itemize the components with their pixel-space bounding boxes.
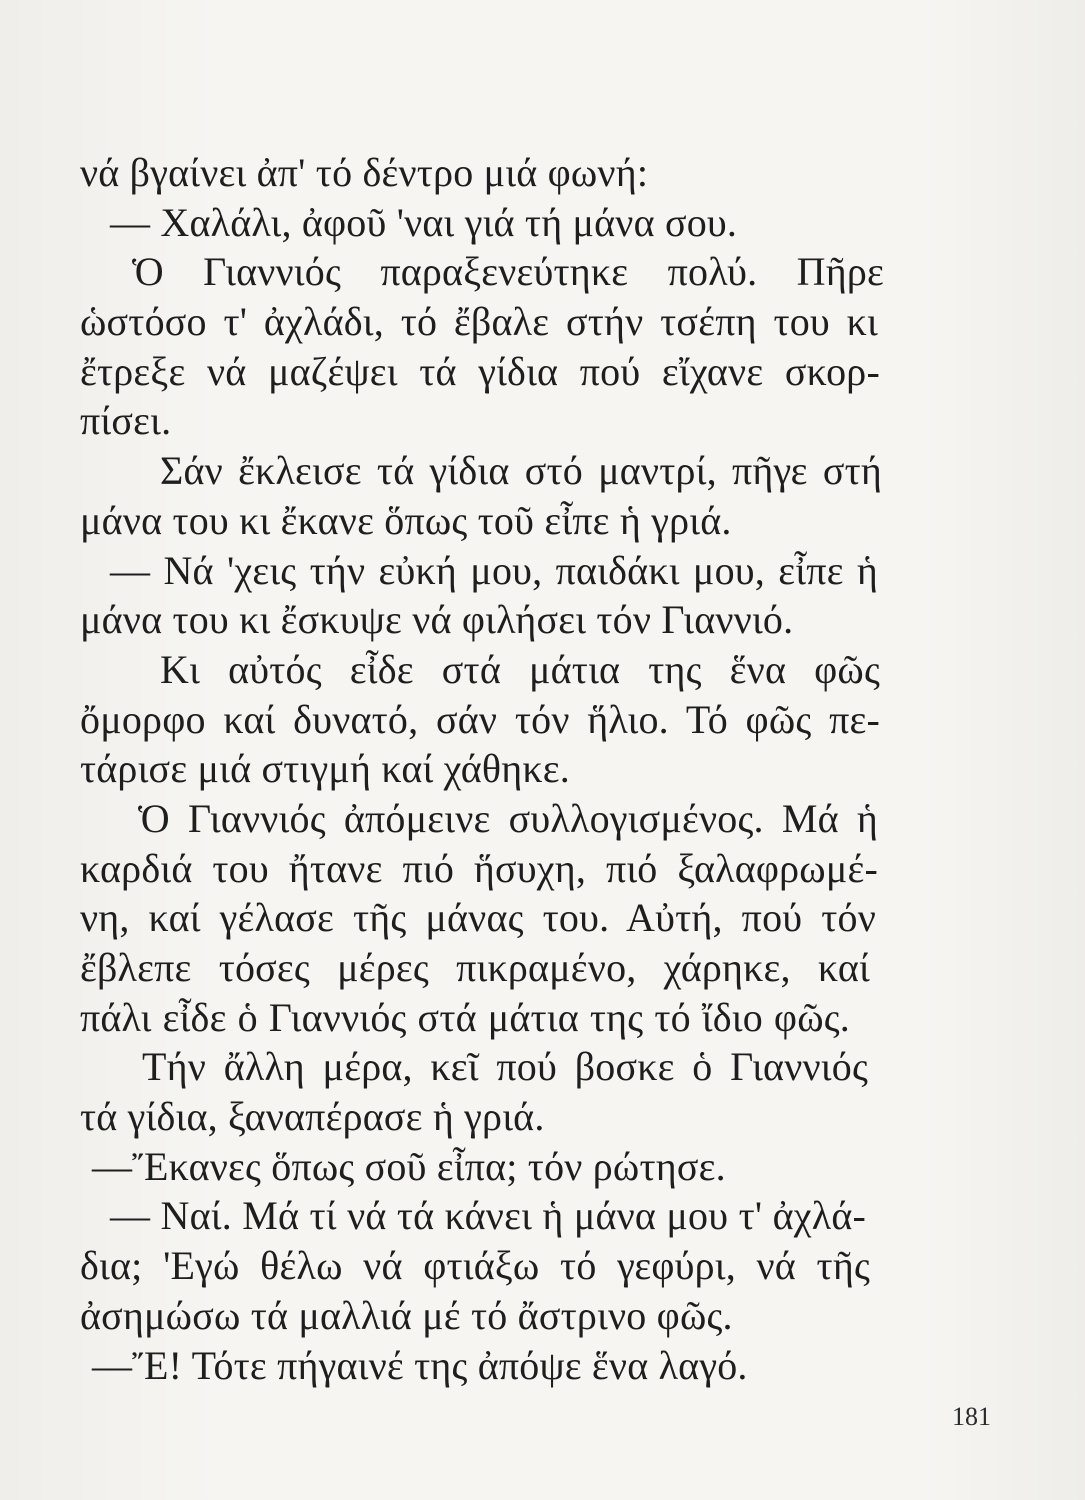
- text-line: Ὁ Γιαννιός ἀπόμεινε συλλογισμένος. Μά ἡ: [138, 795, 878, 841]
- text-line: νά βγαίνει ἀπ' τό δέντρο μιά φωνή:: [80, 150, 649, 195]
- text-line: — Νά 'χεις τήν εὐκή μου, παιδάκι μου, εἶπε ἡ: [110, 547, 878, 593]
- text-line: ὡστόσο τ' ἀχλάδι, τό ἔβαλε στήν τσέπη του κι: [80, 299, 878, 345]
- text-line: ὄμορφο καί δυνατό, σάν τόν ἥλιο. Τό φῶς πε-: [80, 696, 880, 742]
- page-number: 181: [952, 1402, 991, 1431]
- text-line: Τήν ἄλλη μέρα, κεῖ πού βοσκε ὁ Γιαννιός: [142, 1044, 868, 1090]
- text-line: τά γίδια, ξαναπέρασε ἡ γριά.: [80, 1094, 545, 1140]
- text-line: πίσει.: [80, 398, 172, 444]
- text-line: πάλι εἶδε ὁ Γιαννιός στά μάτια της τό ἴδιο φῶς.: [80, 994, 850, 1040]
- body-text: [80, 148, 884, 1390]
- text-line: Σάν ἔκλεισε τά γίδια στό μαντρί, πῆγε στή: [160, 448, 882, 494]
- text-line: μάνα του κι ἔσκυψε νά φιλήσει τόν Γιαννιό.: [80, 597, 794, 643]
- text-line: ἔβλεπε τόσες μέρες πικραμένο, χάρηκε, καί: [80, 945, 870, 990]
- text-line: —Ἔ! Τότε πήγαινέ της ἀπόψε ἕνα λαγό.: [92, 1342, 748, 1388]
- text-line: —Ἔκανες ὅπως σοῦ εἶπα; τόν ρώτησε.: [92, 1143, 726, 1189]
- text-line: δια; 'Εγώ θέλω νά φτιάξω τό γεφύρι, νά τῆς: [80, 1243, 870, 1289]
- text-line: καρδιά του ἤτανε πιό ἥσυχη, πιό ξαλαφρωμέ-: [80, 845, 878, 891]
- text-line: τάρισε μιά στιγμή καί χάθηκε.: [80, 746, 570, 792]
- text-line: Ὁ Γιαννιός παραξενεύτηκε πολύ. Πῆρε: [132, 249, 884, 295]
- text-line: νη, καί γέλασε τῆς μάνας του. Αὐτή, πού τόν: [80, 895, 876, 941]
- text-line: ἀσημώσω τά μαλλιά μέ τό ἄστρινο φῶς.: [80, 1292, 733, 1338]
- text-line: ἔτρεξε νά μαζέψει τά γίδια πού εἴχανε σκορ-: [80, 348, 880, 394]
- text-line: — Χαλάλι, ἀφοῦ 'ναι γιά τή μάνα σου.: [110, 199, 738, 245]
- text-line: Κι αὐτός εἶδε στά μάτια της ἕνα φῶς: [160, 646, 880, 692]
- text-line: — Ναί. Μά τί νά τά κάνει ἡ μάνα μου τ' ἀχλά-: [110, 1193, 866, 1239]
- text-line: μάνα του κι ἔκανε ὅπως τοῦ εἶπε ἡ γριά.: [80, 497, 732, 543]
